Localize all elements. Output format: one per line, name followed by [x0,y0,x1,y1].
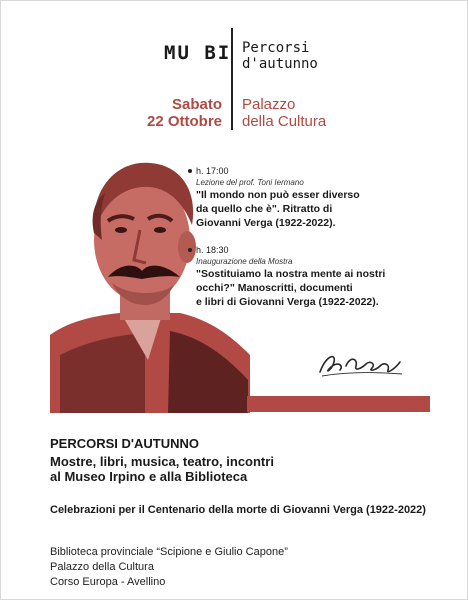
header-divider [231,28,233,130]
event-title-line: occhi?" Manoscritti, documenti [196,282,353,294]
event-subtitle: Lezione del prof. Toni Iermano [196,178,304,187]
series-title-line1: Percorsi [242,40,310,56]
event-exhibition [196,245,426,309]
event-title [196,188,426,230]
celebration-text: Celebrazioni per il Centenario della morte di Giovanni Verga (1922-2022) [50,504,426,516]
event-title-line: e libri di Giovanni Verga (1922-2022). [196,296,379,308]
event-subtitle: Inaugurazione della Mostra [196,257,293,266]
brand-logo: MU BI [164,42,232,64]
event-day: Sabato [171,96,222,113]
venue-line2: della Cultura [242,113,327,130]
accent-bar [247,396,430,412]
event-title-line: Giovanni Verga (1922-2022). [196,217,336,229]
address-line1: Biblioteca provinciale “Scipione e Giulio Capone” [50,546,288,558]
event-time: h. 18:30 [196,245,229,255]
series-title-line2: d'autunno [242,56,318,72]
event-title [196,267,426,309]
event-time: h. 17:00 [196,166,229,176]
event-title-line: da quello che è". Ritratto di [196,203,333,215]
event-day-date: 22 Ottobre [146,113,222,130]
section-subtitle [50,454,370,484]
signature-image [316,346,406,380]
bullet-icon [188,169,192,173]
section-title: PERCORSI D'AUTUNNO [50,436,199,451]
venue-address [50,545,288,590]
event-title-line: "Sostituiamo la nostra mente ai nostri [196,268,386,280]
series-title [242,40,318,72]
section-subtitle-line1: Mostre, libri, musica, teatro, incontri [50,454,274,469]
address-line2: Palazzo della Cultura [50,561,154,573]
event-date [147,96,222,130]
event-venue [242,96,326,130]
section-subtitle-line2: al Museo Irpino e alla Biblioteca [50,469,248,484]
venue-line1: Palazzo [242,96,296,113]
bullet-icon [188,248,192,252]
event-title-line: "Il mondo non può esser diverso [196,189,360,201]
event-lecture [196,166,426,230]
address-line3: Corso Europa - Avellino [50,576,166,588]
